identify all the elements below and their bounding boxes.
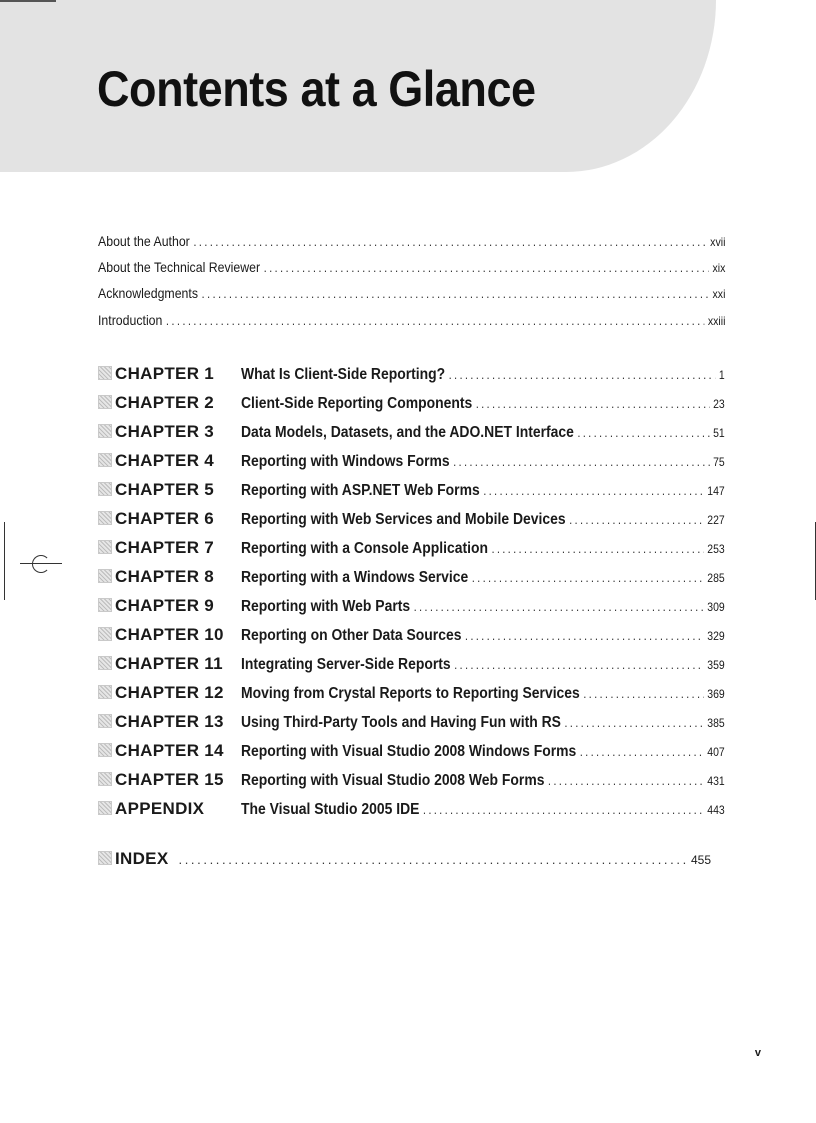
chapter-title: Reporting with a Windows Service (241, 569, 469, 586)
toc-chapter-10[interactable] (98, 625, 797, 651)
dot-leader (483, 483, 704, 498)
chapter-label: CHAPTER 8 (115, 567, 215, 586)
chapter-label: CHAPTER 9 (115, 596, 215, 615)
chapter-marker-icon (98, 395, 112, 409)
chapter-marker-icon (98, 569, 112, 583)
chapter-marker-icon (98, 366, 112, 380)
chapter-title: Client-Side Reporting Components (241, 395, 473, 412)
dot-leader (193, 234, 706, 249)
chapter-page: 1 (718, 368, 725, 382)
chapter-marker-icon (98, 714, 112, 728)
dot-leader (264, 260, 709, 275)
dot-leader (202, 286, 709, 301)
chapter-page: 147 (707, 484, 725, 498)
dot-leader (583, 686, 704, 701)
index-label: INDEX (115, 849, 169, 868)
chapter-page: 407 (707, 745, 725, 759)
toc-entry-page: xxi (712, 287, 726, 301)
toc-chapter-13[interactable] (98, 712, 797, 738)
chapter-label: CHAPTER 3 (115, 422, 215, 441)
chapter-title: Reporting with Windows Forms (241, 453, 450, 470)
toc-chapter-4[interactable] (98, 451, 797, 477)
chapter-label: CHAPTER 12 (115, 683, 224, 702)
chapter-title: What Is Client-Side Reporting? (241, 366, 446, 383)
chapter-marker-icon (98, 511, 112, 525)
toc-chapter-6[interactable] (98, 509, 797, 535)
index-page: 455 (690, 853, 711, 867)
chapter-page: 359 (707, 658, 725, 672)
dot-leader (580, 744, 704, 759)
chapter-label: APPENDIX (115, 799, 205, 818)
page-number: v (754, 1047, 761, 1059)
toc-chapter-5[interactable] (98, 480, 797, 506)
chapter-page: 329 (707, 629, 725, 643)
toc-chapter-14[interactable] (98, 741, 797, 767)
dot-leader (472, 570, 704, 585)
dot-leader (166, 313, 704, 328)
chapter-page: 385 (707, 716, 725, 730)
chapter-label: CHAPTER 10 (115, 625, 224, 644)
chapter-marker-icon (98, 656, 112, 670)
toc-chapter-8[interactable] (98, 567, 797, 593)
chapter-title: Reporting with ASP.NET Web Forms (241, 482, 480, 499)
chapter-title: Reporting with a Console Application (241, 540, 488, 557)
toc-chapter-2[interactable] (98, 393, 797, 419)
toc-entry-about-author[interactable] (98, 233, 725, 255)
registration-mark-icon (0, 522, 68, 582)
top-rule (0, 0, 56, 2)
chapter-page: 443 (707, 803, 725, 817)
chapter-label: CHAPTER 2 (115, 393, 215, 412)
page-title: Contents at a Glance (97, 61, 536, 117)
chapter-page: 431 (707, 774, 725, 788)
toc-chapter-12[interactable] (98, 683, 797, 709)
chapter-page: 369 (707, 687, 725, 701)
chapter-title: Reporting with Visual Studio 2008 Windows Forms (241, 743, 577, 760)
chapter-label: CHAPTER 14 (115, 741, 224, 760)
chapter-page: 253 (707, 542, 725, 556)
toc-chapter-1[interactable] (98, 364, 797, 390)
dot-leader (454, 657, 704, 672)
dot-leader (465, 628, 704, 643)
chapter-title: Reporting on Other Data Sources (241, 627, 462, 644)
chapter-label: CHAPTER 15 (115, 770, 224, 789)
chapter-page: 227 (707, 513, 725, 527)
chapter-title: Reporting with Visual Studio 2008 Web Forms (241, 772, 545, 789)
chapter-title: Integrating Server-Side Reports (241, 656, 451, 673)
chapter-page: 75 (713, 455, 725, 469)
dot-leader (453, 454, 709, 469)
toc-entry-about-reviewer[interactable] (98, 259, 725, 281)
chapter-label: CHAPTER 6 (115, 509, 215, 528)
chapter-title: Reporting with Web Parts (241, 598, 411, 615)
toc-chapter-7[interactable] (98, 538, 797, 564)
chapter-marker-icon (98, 598, 112, 612)
toc-chapter-15[interactable] (98, 770, 797, 796)
toc-chapter-11[interactable] (98, 654, 797, 680)
toc-entry-label: Acknowledgments (98, 285, 198, 301)
toc-chapter-9[interactable] (98, 596, 797, 622)
toc-index[interactable] (98, 849, 711, 869)
chapter-label: CHAPTER 4 (115, 451, 215, 470)
chapter-title: Data Models, Datasets, and the ADO.NET Interface (241, 424, 574, 441)
chapter-marker-icon (98, 801, 112, 815)
dot-leader (449, 367, 716, 382)
chapter-label: CHAPTER 1 (115, 364, 215, 383)
toc-entry-page: xvii (710, 235, 726, 249)
toc-entry-label: About the Author (98, 233, 190, 249)
dot-leader (491, 541, 703, 556)
chapter-title: Moving from Crystal Reports to Reporting Services (241, 685, 580, 702)
dot-leader (414, 599, 704, 614)
dot-leader (564, 715, 703, 730)
dot-leader (577, 425, 709, 440)
dot-leader (178, 852, 687, 867)
chapter-marker-icon (98, 453, 112, 467)
chapter-title: The Visual Studio 2005 IDE (241, 801, 420, 818)
toc-entry-label: Introduction (98, 312, 163, 328)
toc-entry-page: xxiii (707, 314, 726, 328)
dot-leader (476, 396, 710, 411)
toc-appendix[interactable] (98, 799, 797, 825)
chapter-page: 285 (707, 571, 725, 585)
toc-entry-introduction[interactable] (98, 312, 725, 334)
dot-leader (569, 512, 704, 527)
chapter-marker-icon (98, 743, 112, 757)
chapter-marker-icon (98, 540, 112, 554)
chapter-title: Reporting with Web Services and Mobile Devices (241, 511, 566, 528)
toc-entry-label: About the Technical Reviewer (98, 259, 261, 275)
toc-entry-acknowledgments[interactable] (98, 285, 725, 307)
chapter-page: 309 (707, 600, 725, 614)
chapter-page: 23 (713, 397, 725, 411)
chapter-marker-icon (98, 482, 112, 496)
chapter-marker-icon (98, 851, 112, 865)
chapter-label: CHAPTER 7 (115, 538, 215, 557)
toc-entry-page: xix (712, 261, 726, 275)
chapter-label: CHAPTER 5 (115, 480, 215, 499)
chapter-marker-icon (98, 772, 112, 786)
chapter-title: Using Third-Party Tools and Having Fun with RS (241, 714, 561, 731)
chapter-marker-icon (98, 627, 112, 641)
chapter-label: CHAPTER 13 (115, 712, 224, 731)
dot-leader (548, 773, 704, 788)
chapter-label: CHAPTER 11 (115, 654, 223, 673)
chapter-marker-icon (98, 685, 112, 699)
chapter-page: 51 (713, 426, 725, 440)
chapter-marker-icon (98, 424, 112, 438)
dot-leader (423, 802, 704, 817)
toc-chapter-3[interactable] (98, 422, 797, 448)
